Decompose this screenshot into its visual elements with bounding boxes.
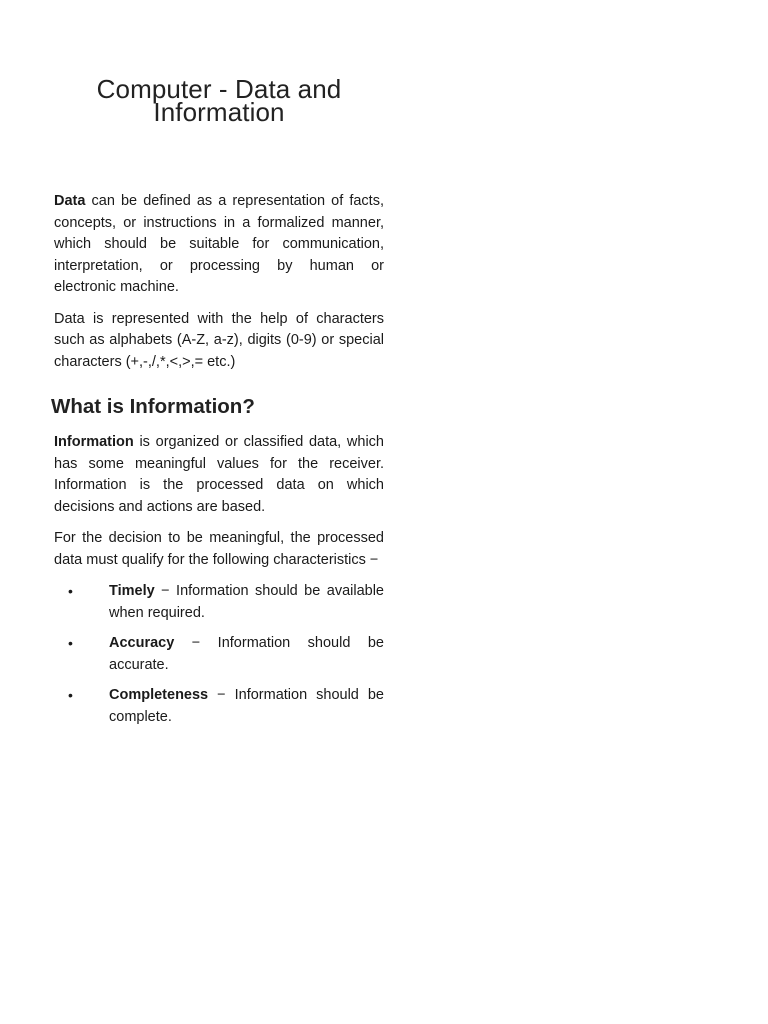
list-item — [54, 685, 384, 728]
characteristic-description: − Information should be accurate. — [109, 635, 384, 673]
characteristic-description: − Information should be complete. — [109, 687, 384, 725]
bullet-icon: • — [68, 687, 73, 703]
page-title: Computer - Data and Information — [96, 74, 342, 127]
characteristics-intro-paragraph: For the decision to be meaningful, the processed data must qualify for the following characteristics − — [54, 530, 384, 568]
characteristic-term: Completeness — [109, 687, 209, 703]
bullet-icon: • — [68, 635, 73, 651]
section-heading: What is Information? — [51, 395, 255, 418]
data-representation-paragraph: Data is represented with the help of characters such as alphabets (A-Z, a-z), digits (0-9) or special characters (+,-,/,*,<,>,= etc.) — [54, 310, 384, 370]
information-term: Information — [54, 434, 134, 450]
characteristic-description: − Information should be available when required. — [109, 583, 384, 621]
information-definition-paragraph — [54, 432, 384, 518]
article-body — [51, 191, 384, 737]
information-definition-text: is organized or classified data, which has some meaningful values for the receiver. Information is the processed data on which decisions and actions are based. — [54, 434, 384, 515]
characteristic-term: Accuracy — [109, 635, 175, 651]
list-item — [54, 633, 384, 676]
bullet-icon: • — [68, 583, 73, 599]
data-definition-text: can be defined as a representation of facts, concepts, or instructions in a formalized manner, which should be suitable for communication, interpretation, or processing by human or electronic machine. — [54, 193, 384, 295]
list-item — [54, 581, 384, 624]
characteristic-term: Timely — [109, 583, 155, 599]
characteristics-list — [54, 581, 384, 728]
data-term: Data — [54, 193, 86, 209]
data-definition-paragraph — [54, 191, 384, 299]
